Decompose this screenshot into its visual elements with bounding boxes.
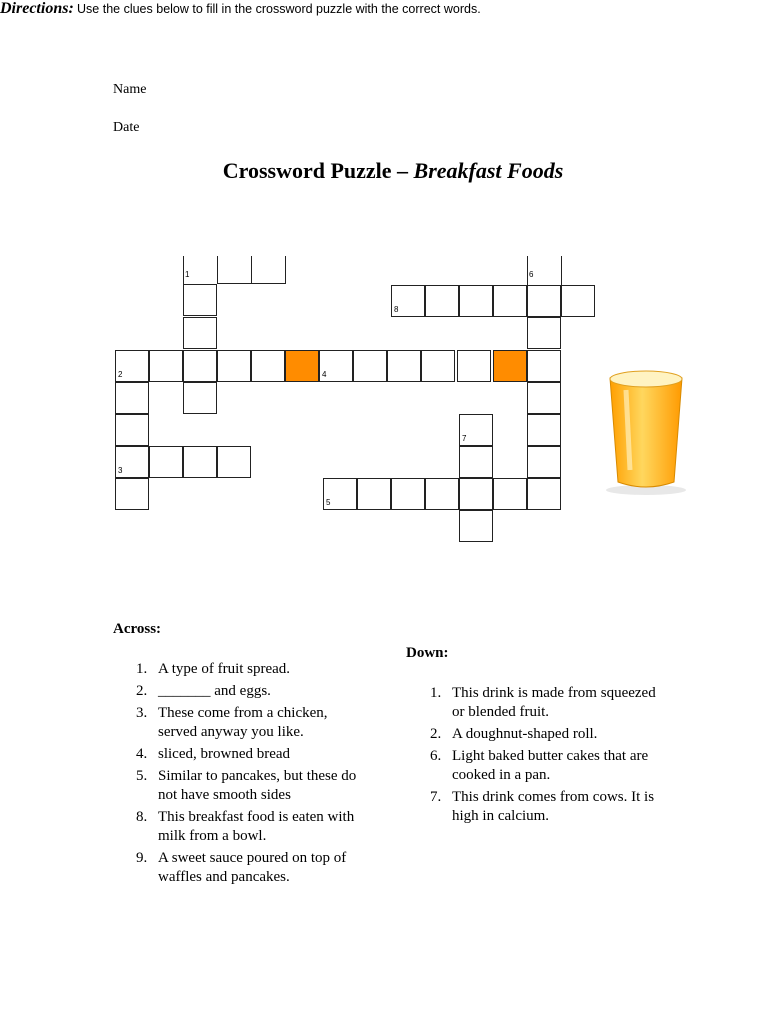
grid-cell[interactable] <box>493 285 527 317</box>
grid-cell[interactable] <box>527 382 561 414</box>
clue-item <box>136 660 368 679</box>
clue-number: 2. <box>430 726 442 742</box>
directions-text: Use the clues below to fill in the crossword puzzle with the correct words. <box>77 2 481 16</box>
grid-cell[interactable] <box>527 317 561 349</box>
grid-line <box>561 256 562 286</box>
grid-cell[interactable] <box>217 446 251 478</box>
orange-juice-glass-icon <box>596 360 696 500</box>
grid-cell[interactable] <box>459 478 493 510</box>
clue-text: These come from a chicken, served anyway you like. <box>158 705 328 740</box>
clue-item <box>136 849 368 887</box>
grid-cell[interactable] <box>115 382 149 414</box>
grid-cell[interactable] <box>357 478 391 510</box>
clue-number: 1. <box>136 661 148 677</box>
cell-number: 3 <box>118 466 123 475</box>
grid-cell[interactable] <box>459 510 493 542</box>
cell-number: 2 <box>118 370 123 379</box>
grid-cell[interactable] <box>353 350 387 382</box>
grid-cell[interactable] <box>387 350 421 382</box>
across-heading: Across: <box>113 621 162 637</box>
cell-number: 7 <box>462 434 467 443</box>
date-label: Date <box>113 120 140 135</box>
clue-number: 5. <box>136 768 148 784</box>
clue-number: 3. <box>136 705 148 721</box>
grid-cell[interactable] <box>527 414 561 446</box>
grid-cell[interactable] <box>183 382 217 414</box>
clue-item <box>136 682 368 701</box>
clue-text: This drink is made from squeezed or blended fruit. <box>452 685 656 720</box>
clue-number: 1. <box>430 685 442 701</box>
clue-item <box>136 704 368 742</box>
cell-number: 1 <box>185 270 190 279</box>
grid-line <box>285 256 286 284</box>
grid-cell[interactable] <box>183 350 217 382</box>
grid-cell[interactable] <box>527 350 561 382</box>
clue-text: A sweet sauce poured on top of waffles and pancakes. <box>158 850 347 885</box>
clue-text: _______ and eggs. <box>158 683 271 699</box>
grid-cell[interactable] <box>183 317 217 349</box>
clue-text: Similar to pancakes, but these do not have smooth sides <box>158 768 357 803</box>
grid-cell[interactable] <box>183 284 217 316</box>
grid-cell[interactable] <box>323 478 357 510</box>
down-heading: Down: <box>406 645 449 661</box>
grid-cell[interactable] <box>527 478 561 510</box>
grid-line <box>217 256 218 284</box>
cell-number: 8 <box>394 305 399 314</box>
grid-cell[interactable] <box>115 414 149 446</box>
grid-cell[interactable] <box>459 285 493 317</box>
clue-item <box>136 745 368 764</box>
clue-item <box>136 808 368 846</box>
grid-cell[interactable] <box>425 478 459 510</box>
grid-cell[interactable] <box>183 446 217 478</box>
clue-number: 8. <box>136 809 148 825</box>
clue-item <box>430 684 670 722</box>
grid-line <box>183 256 184 284</box>
grid-line <box>217 283 286 284</box>
down-clues <box>430 684 670 829</box>
clue-number: 4. <box>136 746 148 762</box>
clue-text: A doughnut-shaped roll. <box>452 726 598 742</box>
across-clues <box>136 660 368 890</box>
grid-cell[interactable] <box>493 478 527 510</box>
cell-number: 6 <box>529 270 534 279</box>
grid-cell[interactable] <box>217 350 251 382</box>
clue-text: A type of fruit spread. <box>158 661 291 677</box>
grid-cell[interactable] <box>149 350 183 382</box>
shaded-cell <box>493 350 527 382</box>
grid-cell[interactable] <box>391 478 425 510</box>
name-label: Name <box>113 82 147 97</box>
grid-cell[interactable] <box>561 285 595 317</box>
grid-cell[interactable] <box>425 285 459 317</box>
grid-line <box>527 256 528 286</box>
clue-text: This drink comes from cows. It is high in calcium. <box>452 789 655 824</box>
clue-number: 6. <box>430 748 442 764</box>
grid-cell[interactable] <box>527 285 561 317</box>
grid-cell[interactable] <box>319 350 353 382</box>
grid-cell[interactable] <box>527 446 561 478</box>
title-italic: Breakfast Foods <box>413 158 564 183</box>
clue-item <box>430 747 670 785</box>
grid-cell[interactable] <box>115 446 149 478</box>
clue-number: 9. <box>136 850 148 866</box>
grid-cell[interactable] <box>149 446 183 478</box>
grid-cell[interactable] <box>391 285 425 317</box>
cell-number: 4 <box>322 370 327 379</box>
shaded-cell <box>285 350 319 382</box>
grid-cell[interactable] <box>115 350 149 382</box>
clue-item <box>430 788 670 826</box>
grid-cell[interactable] <box>459 446 493 478</box>
cell-number: 5 <box>326 498 331 507</box>
clue-text: Light baked butter cakes that are cooked in a pan. <box>452 748 649 783</box>
grid-cell[interactable] <box>459 414 493 446</box>
clue-text: sliced, browned bread <box>158 746 291 762</box>
grid-cell[interactable] <box>421 350 455 382</box>
clue-item <box>136 767 368 805</box>
grid-cell[interactable] <box>251 350 285 382</box>
grid-cell[interactable] <box>457 350 491 382</box>
clue-number: 7. <box>430 789 442 805</box>
directions-label: Directions: <box>0 0 74 17</box>
clue-item <box>430 725 670 744</box>
clue-number: 2. <box>136 683 148 699</box>
grid-line <box>251 256 252 284</box>
grid-cell[interactable] <box>115 478 149 510</box>
title-main: Crossword Puzzle – <box>222 158 414 183</box>
directions <box>0 0 768 18</box>
page-title <box>0 158 768 184</box>
clue-text: This breakfast food is eaten with milk from a bowl. <box>158 809 355 844</box>
